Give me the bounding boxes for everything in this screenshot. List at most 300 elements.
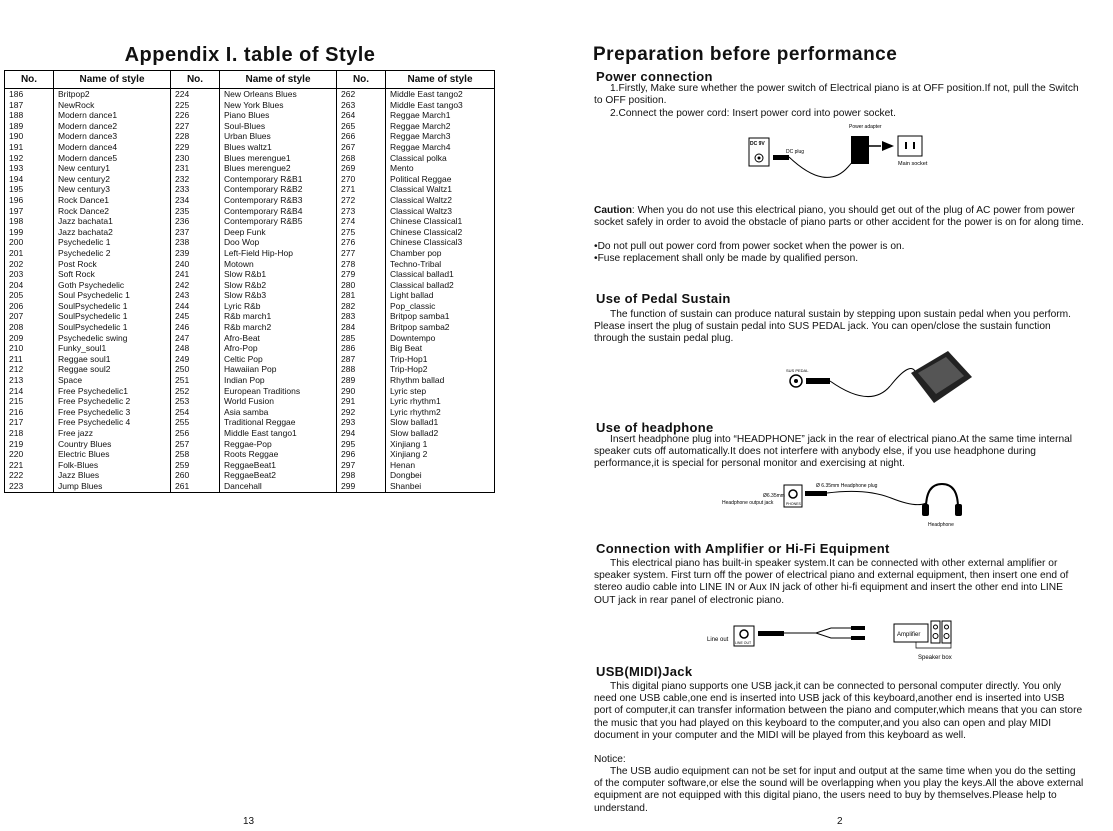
style-name-cell: Contemporary R&B4 [220, 206, 337, 217]
table-row [5, 470, 495, 481]
style-name-cell: Space [54, 375, 171, 386]
style-number-cell: 274 [337, 216, 386, 227]
style-name-cell: Modern dance5 [54, 153, 171, 164]
style-number-cell: 201 [5, 248, 54, 259]
style-number-cell: 277 [337, 248, 386, 259]
style-number-cell: 280 [337, 280, 386, 291]
style-number-cell: 260 [171, 470, 220, 481]
table-row [5, 184, 495, 195]
style-number-cell: 195 [5, 184, 54, 195]
style-name-cell: NewRock [54, 100, 171, 111]
style-number-cell: 258 [171, 449, 220, 460]
table-row [5, 280, 495, 291]
style-number-cell: 207 [5, 311, 54, 322]
table-row [5, 481, 495, 492]
style-name-cell: Contemporary R&B1 [220, 174, 337, 185]
style-name-cell: Classical Waltz2 [386, 195, 495, 206]
style-name-cell: Mento [386, 163, 495, 174]
style-name-cell: Contemporary R&B3 [220, 195, 337, 206]
adapter-label: Power adapter [849, 124, 882, 130]
style-number-cell: 236 [171, 216, 220, 227]
style-number-cell: 204 [5, 280, 54, 291]
style-name-cell: Reggae-Pop [220, 439, 337, 450]
amplifier-heading: Connection with Amplifier or Hi-Fi Equipment [596, 541, 890, 556]
headphone-diagram [716, 478, 976, 530]
style-name-cell: Chamber pop [386, 248, 495, 259]
style-name-cell: Reggae March4 [386, 142, 495, 153]
caution-bullet-1: •Do not pull out power cord from power socket when the power is on. [594, 241, 905, 252]
column-header: No. [171, 71, 220, 89]
table-row [5, 407, 495, 418]
style-name-cell: Electric Blues [54, 449, 171, 460]
style-name-cell: Classical polka [386, 153, 495, 164]
style-number-cell: 233 [171, 184, 220, 195]
style-number-cell: 202 [5, 259, 54, 270]
table-row [5, 142, 495, 153]
style-number-cell: 197 [5, 206, 54, 217]
table-row [5, 354, 495, 365]
style-name-cell: Psychedelic 2 [54, 248, 171, 259]
style-number-cell: 206 [5, 301, 54, 312]
style-name-cell: Lyric R&b [220, 301, 337, 312]
table-row [5, 174, 495, 185]
style-name-cell: SoulPsychedelic 1 [54, 301, 171, 312]
pedal-text: The function of sustain can produce natural sustain by stepping upon sustain pedal when you perform. Please insert the plug of sustain pedal into SUS PEDAL jack. You can open/close the sustain function through the sustain pedal plug. [594, 309, 1071, 345]
style-number-cell: 187 [5, 100, 54, 111]
style-number-cell: 256 [171, 428, 220, 439]
style-name-cell: Soul Psychedelic 1 [54, 290, 171, 301]
notice-label: Notice: [594, 754, 626, 765]
style-name-cell: Funky_soul1 [54, 343, 171, 354]
page-title: Appendix I. table of Style [124, 44, 376, 66]
caution-bullet-2: •Fuse replacement shall only be made by qualified person. [594, 253, 859, 264]
style-number-cell: 267 [337, 142, 386, 153]
style-number-cell: 214 [5, 386, 54, 397]
style-number-cell: 222 [5, 470, 54, 481]
style-number-cell: 287 [337, 354, 386, 365]
jack-label: Headphone output jack [722, 500, 774, 506]
style-name-cell: Free Psychedelic 3 [54, 407, 171, 418]
style-name-cell: Britpop2 [54, 89, 171, 100]
headphone-text: Insert headphone plug into “HEADPHONE” jack in the rear of electrical piano.At the same time internal speaker cuts off automatically.It does not interfere with anybody else, if you use headphone during performance,it is special for personal monitor and exercising at night. [594, 434, 1073, 470]
style-number-cell: 253 [171, 396, 220, 407]
amplifier-label: Amplifier [897, 632, 921, 638]
style-name-cell: Jazz bachata1 [54, 216, 171, 227]
style-number-cell: 231 [171, 163, 220, 174]
main-socket-label: Main socket [898, 161, 928, 167]
style-name-cell: Traditional Reggae [220, 417, 337, 428]
style-number-cell: 200 [5, 237, 54, 248]
style-number-cell: 271 [337, 184, 386, 195]
style-name-cell: Shanbei [386, 481, 495, 492]
phones-label: PHONES [786, 502, 801, 506]
style-name-cell: Psychedelic swing [54, 333, 171, 344]
headphone-icon [926, 484, 958, 508]
style-number-cell: 281 [337, 290, 386, 301]
style-name-cell: Downtempo [386, 333, 495, 344]
style-name-cell: Xinjiang 1 [386, 439, 495, 450]
style-number-cell: 225 [171, 100, 220, 111]
style-name-cell: Reggae March2 [386, 121, 495, 132]
style-name-cell: Reggae soul2 [54, 364, 171, 375]
style-name-cell: Trip-Hop2 [386, 364, 495, 375]
speaker-icon [931, 621, 940, 643]
style-number-cell: 296 [337, 449, 386, 460]
style-name-cell: Modern dance2 [54, 121, 171, 132]
style-name-cell: Political Reggae [386, 174, 495, 185]
headphone-label: Headphone [928, 522, 954, 528]
style-name-cell: Piano Blues [220, 110, 337, 121]
style-number-cell: 230 [171, 153, 220, 164]
style-number-cell: 227 [171, 121, 220, 132]
style-name-cell: Modern dance4 [54, 142, 171, 153]
style-name-cell: Soul-Blues [220, 121, 337, 132]
table-row [5, 259, 495, 270]
table-row [5, 333, 495, 344]
line-out-small-label: LINE OUT [735, 641, 752, 645]
style-name-cell: Roots Reggae [220, 449, 337, 460]
style-name-cell: Contemporary R&B5 [220, 216, 337, 227]
table-row [5, 227, 495, 238]
style-name-cell: Slow R&b2 [220, 280, 337, 291]
style-number-cell: 263 [337, 100, 386, 111]
column-header: Name of style [386, 71, 495, 89]
style-name-cell: Afro-Beat [220, 333, 337, 344]
style-number-cell: 288 [337, 364, 386, 375]
style-number-cell: 268 [337, 153, 386, 164]
style-name-cell: Left-Field Hip-Hop [220, 248, 337, 259]
style-number-cell: 266 [337, 131, 386, 142]
style-number-cell: 262 [337, 89, 386, 100]
power-adapter-icon [851, 136, 869, 164]
style-number-cell: 265 [337, 121, 386, 132]
style-number-cell: 254 [171, 407, 220, 418]
style-name-cell: Celtic Pop [220, 354, 337, 365]
style-name-cell: New Orleans Blues [220, 89, 337, 100]
style-number-cell: 250 [171, 364, 220, 375]
style-number-cell: 210 [5, 343, 54, 354]
table-row [5, 290, 495, 301]
style-name-cell: Motown [220, 259, 337, 270]
style-name-cell: Reggae March1 [386, 110, 495, 121]
style-name-cell: New century2 [54, 174, 171, 185]
style-name-cell: Reggae soul1 [54, 354, 171, 365]
style-number-cell: 237 [171, 227, 220, 238]
style-number-cell: 247 [171, 333, 220, 344]
style-name-cell: Blues merengue1 [220, 153, 337, 164]
style-number-cell: 252 [171, 386, 220, 397]
style-name-cell: World Fusion [220, 396, 337, 407]
table-row [5, 195, 495, 206]
style-name-cell: Rock Dance2 [54, 206, 171, 217]
style-number-cell: 249 [171, 354, 220, 365]
style-number-cell: 240 [171, 259, 220, 270]
power-step-1: 1.Firstly, Make sure whether the power switch of Electrical piano is at OFF position.If not, pull the Switch to OFF position. [594, 83, 1079, 107]
style-name-cell: Slow R&b1 [220, 269, 337, 280]
pedal-diagram [776, 345, 976, 415]
table-row [5, 121, 495, 132]
line-out-label: Line out [707, 637, 729, 643]
style-number-cell: 284 [337, 322, 386, 333]
style-name-cell: Light ballad [386, 290, 495, 301]
style-number-cell: 292 [337, 407, 386, 418]
style-name-cell: Lyric rhythm2 [386, 407, 495, 418]
table-row [5, 110, 495, 121]
pedal-heading: Use of Pedal Sustain [596, 291, 731, 306]
style-number-cell: 295 [337, 439, 386, 450]
audio-plug-icon [758, 631, 784, 636]
style-number-cell: 191 [5, 142, 54, 153]
table-row [5, 237, 495, 248]
table-row [5, 375, 495, 386]
style-name-cell: Chinese Classical3 [386, 237, 495, 248]
table-row [5, 428, 495, 439]
style-name-cell: Britpop samba1 [386, 311, 495, 322]
style-name-cell: ReggaeBeat2 [220, 470, 337, 481]
style-name-cell: Urban Blues [220, 131, 337, 142]
style-name-cell: Dongbei [386, 470, 495, 481]
style-number-cell: 239 [171, 248, 220, 259]
style-table [4, 70, 495, 493]
style-number-cell: 224 [171, 89, 220, 100]
style-name-cell: Middle East tango3 [386, 100, 495, 111]
style-name-cell: Middle East tango1 [220, 428, 337, 439]
style-name-cell: Blues merengue2 [220, 163, 337, 174]
style-name-cell: Modern dance1 [54, 110, 171, 121]
style-name-cell: SoulPsychedelic 1 [54, 311, 171, 322]
style-name-cell: R&b march2 [220, 322, 337, 333]
style-name-cell: Britpop samba2 [386, 322, 495, 333]
style-number-cell: 282 [337, 301, 386, 312]
style-number-cell: 232 [171, 174, 220, 185]
style-number-cell: 218 [5, 428, 54, 439]
style-name-cell: Chinese Classical1 [386, 216, 495, 227]
style-name-cell: R&b march1 [220, 311, 337, 322]
table-row [5, 460, 495, 471]
style-number-cell: 235 [171, 206, 220, 217]
style-table-body [5, 89, 495, 493]
style-number-cell: 286 [337, 343, 386, 354]
style-number-cell: 193 [5, 163, 54, 174]
style-number-cell: 190 [5, 131, 54, 142]
style-name-cell: Post Rock [54, 259, 171, 270]
table-row [5, 248, 495, 259]
usb-heading: USB(MIDI)Jack [596, 664, 693, 679]
style-number-cell: 192 [5, 153, 54, 164]
left-page [0, 0, 556, 831]
style-name-cell: Jazz bachata2 [54, 227, 171, 238]
style-number-cell: 293 [337, 417, 386, 428]
column-header: Name of style [54, 71, 171, 89]
style-number-cell: 209 [5, 333, 54, 344]
style-number-cell: 272 [337, 195, 386, 206]
style-name-cell: Middle East tango2 [386, 89, 495, 100]
caution-text: : When you do not use this electrical piano, you should get out of the plug of AC power from power socket safely in order to avoid the obstacle of piano parts or other accident for the power is on for along time. [594, 205, 1084, 229]
headphone-plug-label: Ø 6.35mm Headphone plug [816, 483, 878, 489]
style-name-cell: Contemporary R&B2 [220, 184, 337, 195]
style-number-cell: 228 [171, 131, 220, 142]
style-number-cell: 226 [171, 110, 220, 121]
style-name-cell: Techno-Tribal [386, 259, 495, 270]
style-number-cell: 244 [171, 301, 220, 312]
table-row [5, 439, 495, 450]
style-number-cell: 290 [337, 386, 386, 397]
notice-text: The USB audio equipment can not be set for input and output at the same time when you do the setting of the computer software,or else the sound will be overlapping when you play the keys.All the above external equipment are not equipped with this digital piano, the users need to buy by themselves.Please help to understand. [594, 766, 1084, 814]
style-number-cell: 238 [171, 237, 220, 248]
style-number-cell: 285 [337, 333, 386, 344]
style-number-cell: 297 [337, 460, 386, 471]
style-name-cell: Country Blues [54, 439, 171, 450]
table-row [5, 311, 495, 322]
style-number-cell: 276 [337, 237, 386, 248]
style-name-cell: European Traditions [220, 386, 337, 397]
style-name-cell: Slow ballad1 [386, 417, 495, 428]
power-step-2: 2.Connect the power cord: Insert power cord into power socket. [610, 108, 896, 119]
jack-size-label: Ø6.35mm [763, 493, 785, 499]
style-name-cell: Lyric rhythm1 [386, 396, 495, 407]
table-row [5, 386, 495, 397]
style-name-cell: Modern dance3 [54, 131, 171, 142]
power-heading: Power connection [596, 69, 713, 84]
style-number-cell: 196 [5, 195, 54, 206]
style-name-cell: Chinese Classical2 [386, 227, 495, 238]
style-number-cell: 211 [5, 354, 54, 365]
style-name-cell: Classical Waltz1 [386, 184, 495, 195]
table-row [5, 216, 495, 227]
style-number-cell: 217 [5, 417, 54, 428]
style-name-cell: Doo Wop [220, 237, 337, 248]
style-name-cell: Xinjiang 2 [386, 449, 495, 460]
table-row [5, 364, 495, 375]
style-name-cell: Trip-Hop1 [386, 354, 495, 365]
style-name-cell: Blues waltz1 [220, 142, 337, 153]
table-row [5, 322, 495, 333]
arrow-right-icon [882, 141, 894, 151]
table-row [5, 89, 495, 100]
style-name-cell: Free Psychedelic1 [54, 386, 171, 397]
column-header: No. [337, 71, 386, 89]
speaker-icon [942, 621, 951, 643]
style-name-cell: Afro-Pop [220, 343, 337, 354]
style-name-cell: Big Beat [386, 343, 495, 354]
style-number-cell: 261 [171, 481, 220, 492]
style-number-cell: 248 [171, 343, 220, 354]
style-name-cell: Classical Waltz3 [386, 206, 495, 217]
style-name-cell: Free jazz [54, 428, 171, 439]
style-number-cell: 270 [337, 174, 386, 185]
style-name-cell: Classical ballad1 [386, 269, 495, 280]
style-number-cell: 283 [337, 311, 386, 322]
style-number-cell: 199 [5, 227, 54, 238]
table-row [5, 153, 495, 164]
style-name-cell: ReggaeBeat1 [220, 460, 337, 471]
style-name-cell: New century3 [54, 184, 171, 195]
headphone-heading: Use of headphone [596, 420, 714, 435]
style-number-cell: 279 [337, 269, 386, 280]
style-number-cell: 257 [171, 439, 220, 450]
style-number-cell: 255 [171, 417, 220, 428]
style-number-cell: 215 [5, 396, 54, 407]
style-number-cell: 269 [337, 163, 386, 174]
main-socket-icon [898, 136, 922, 156]
style-number-cell: 243 [171, 290, 220, 301]
style-number-cell: 241 [171, 269, 220, 280]
style-number-cell: 212 [5, 364, 54, 375]
style-number-cell: 188 [5, 110, 54, 121]
style-number-cell: 275 [337, 227, 386, 238]
usb-text: This digital piano supports one USB jack,it can be connected to personal computer directly. You only need one USB cable,one end is inserted into USB jack of this keyboard,another end is inserted into USB port of computer,it can transfer information between the piano and computer,which means that you can store the music that you had played on this keyboard to the computer,and you also can open and play MIDI document in your computer and the MIDI will be played from this keyboard as well. [594, 681, 1083, 741]
style-name-cell: Rhythm ballad [386, 375, 495, 386]
style-name-cell: Free Psychedelic 4 [54, 417, 171, 428]
style-number-cell: 208 [5, 322, 54, 333]
right-page [556, 0, 1113, 831]
table-row [5, 206, 495, 217]
style-number-cell: 291 [337, 396, 386, 407]
style-number-cell: 186 [5, 89, 54, 100]
table-row [5, 100, 495, 111]
column-header: No. [5, 71, 54, 89]
style-name-cell: Soft Rock [54, 269, 171, 280]
style-number-cell: 194 [5, 174, 54, 185]
style-name-cell: Indian Pop [220, 375, 337, 386]
style-name-cell: Psychedelic 1 [54, 237, 171, 248]
table-row [5, 269, 495, 280]
dc-plug-label: DC plug [786, 149, 805, 155]
style-number-cell: 245 [171, 311, 220, 322]
jack-icon [740, 630, 748, 638]
style-number-cell: 213 [5, 375, 54, 386]
style-name-cell: New York Blues [220, 100, 337, 111]
page-title: Preparation before performance [593, 44, 898, 65]
style-name-cell: Deep Funk [220, 227, 337, 238]
style-name-cell: Slow R&b3 [220, 290, 337, 301]
table-header-row [5, 71, 495, 89]
caution-label: Caution [594, 205, 632, 216]
pedal-plug-icon [806, 378, 830, 384]
style-number-cell: 278 [337, 259, 386, 270]
power-diagram [746, 122, 946, 192]
sus-pedal-jack-label: SUS PEDAL [786, 368, 809, 373]
table-row [5, 417, 495, 428]
style-number-cell: 289 [337, 375, 386, 386]
style-number-cell: 298 [337, 470, 386, 481]
style-number-cell: 273 [337, 206, 386, 217]
style-name-cell: Asia samba [220, 407, 337, 418]
style-number-cell: 242 [171, 280, 220, 291]
speaker-label: Speaker box [918, 655, 952, 661]
style-name-cell: Classical ballad2 [386, 280, 495, 291]
column-header: Name of style [220, 71, 337, 89]
style-number-cell: 264 [337, 110, 386, 121]
style-number-cell: 234 [171, 195, 220, 206]
style-name-cell: Pop_classic [386, 301, 495, 312]
style-number-cell: 251 [171, 375, 220, 386]
style-number-cell: 189 [5, 121, 54, 132]
dc-plug-icon [773, 155, 789, 160]
style-number-cell: 220 [5, 449, 54, 460]
style-name-cell: New century1 [54, 163, 171, 174]
style-number-cell: 205 [5, 290, 54, 301]
amplifier-diagram [706, 616, 976, 664]
style-name-cell: Jump Blues [54, 481, 171, 492]
dc-label: DC 9V [750, 141, 765, 147]
style-name-cell: Reggae March3 [386, 131, 495, 142]
style-number-cell: 223 [5, 481, 54, 492]
style-name-cell: Dancehall [220, 481, 337, 492]
style-number-cell: 229 [171, 142, 220, 153]
style-number-cell: 221 [5, 460, 54, 471]
style-name-cell: Folk-Blues [54, 460, 171, 471]
